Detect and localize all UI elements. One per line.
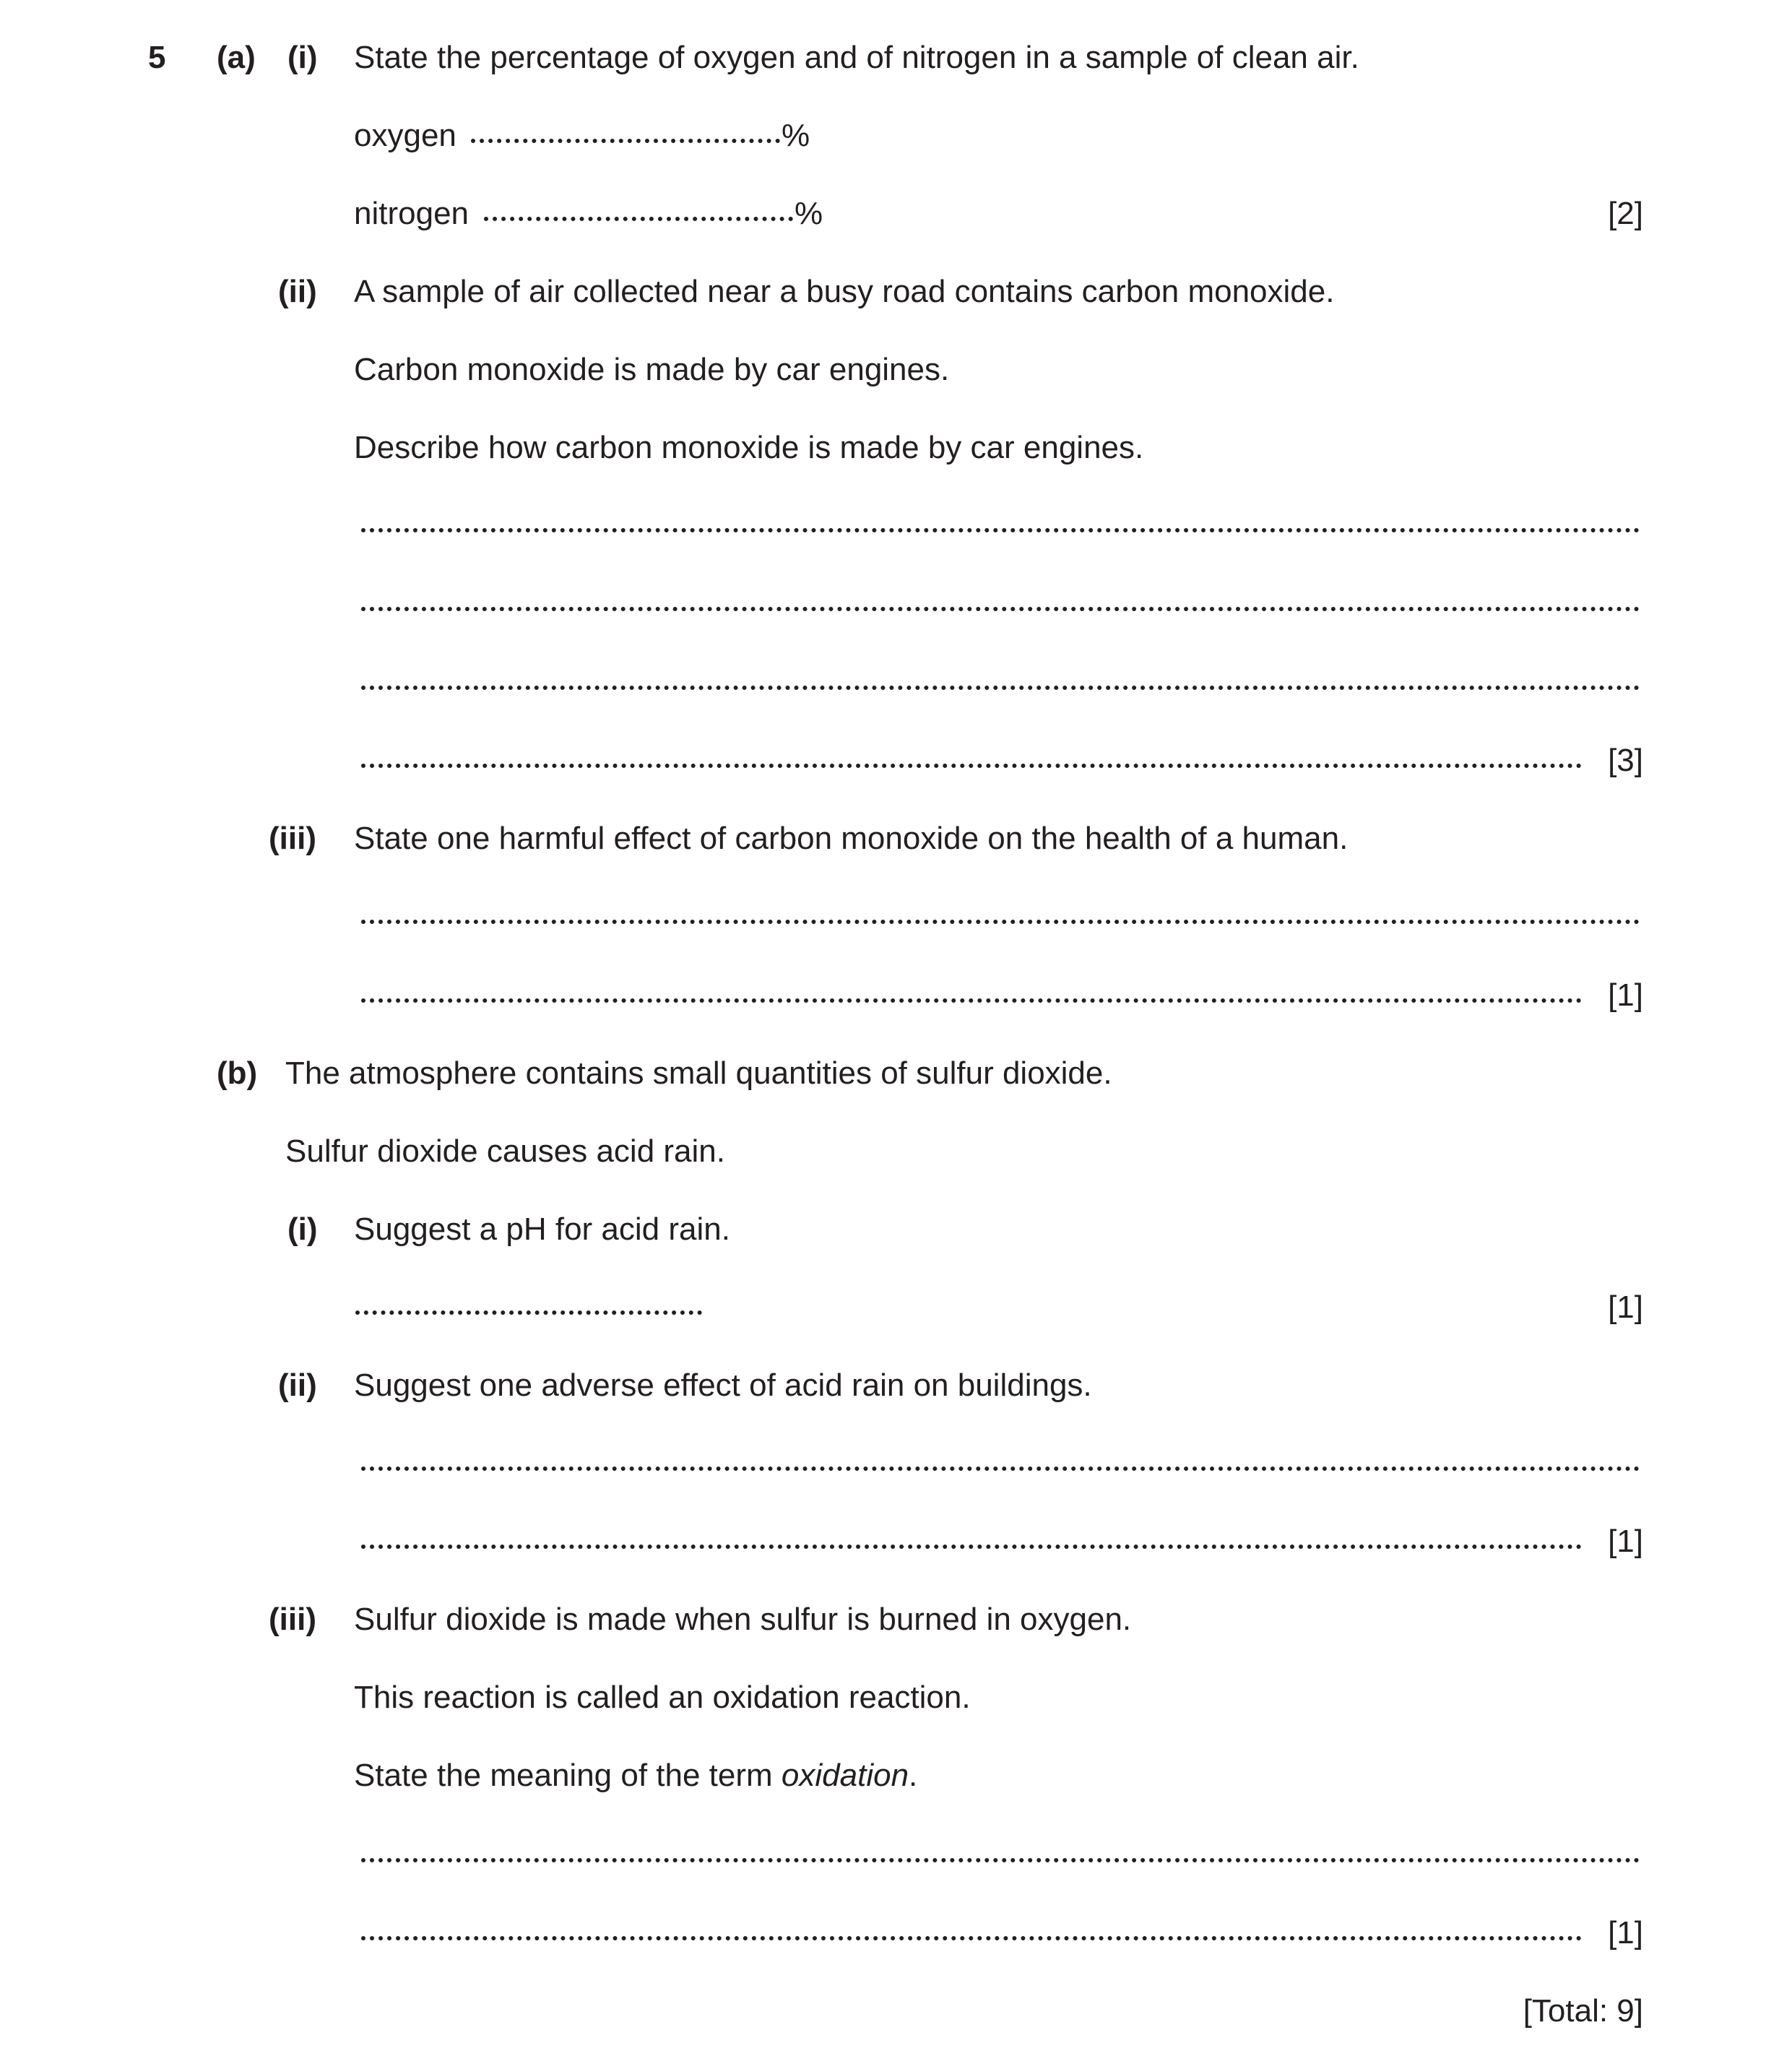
part-a-i-question: State the percentage of oxygen and of nitrogen in a sample of clean air.	[354, 40, 1359, 75]
part-b-iii-line1: Sulfur dioxide is made when sulfur is burned in oxygen.	[354, 1602, 1132, 1637]
nitrogen-unit: %	[795, 196, 823, 231]
total-marks: [Total: 9]	[1523, 1993, 1643, 2029]
part-a-ii-question: Describe how carbon monoxide is made by car engines.	[354, 430, 1144, 465]
part-a-label: (a)	[217, 40, 256, 75]
part-a-iii-label: (iii)	[269, 821, 316, 856]
part-a-i-label: (i)	[287, 40, 318, 75]
answer-line[interactable]	[361, 528, 1640, 532]
answer-line[interactable]	[361, 1467, 1640, 1471]
part-b-iii-label: (iii)	[269, 1602, 316, 1637]
answer-line[interactable]	[361, 1858, 1640, 1862]
answer-line[interactable]	[361, 607, 1640, 611]
part-b-iii-line2: This reaction is called an oxidation reaction.	[354, 1680, 971, 1715]
nitrogen-label: nitrogen	[354, 196, 469, 231]
part-b-label: (b)	[217, 1055, 258, 1091]
marks-b-i: [1]	[1608, 1290, 1643, 1325]
marks-b-ii: [1]	[1608, 1524, 1643, 1559]
question-number: 5	[148, 40, 166, 75]
answer-line[interactable]	[361, 686, 1640, 690]
marks-b-iii: [1]	[1608, 1915, 1643, 1951]
part-a-ii-line1: A sample of air collected near a busy road contains carbon monoxide.	[354, 274, 1335, 309]
answer-line[interactable]	[361, 920, 1640, 924]
answer-line[interactable]	[361, 1936, 1582, 1940]
marks-a-ii: [3]	[1608, 743, 1643, 778]
part-b-ii-question: Suggest one adverse effect of acid rain on buildings.	[354, 1368, 1092, 1403]
answer-line[interactable]	[361, 764, 1582, 768]
part-b-i-label: (i)	[287, 1211, 318, 1247]
part-b-ii-label: (ii)	[278, 1368, 317, 1403]
oxygen-unit: %	[782, 118, 810, 153]
marks-a-iii: [1]	[1608, 977, 1643, 1013]
part-b-line2: Sulfur dioxide causes acid rain.	[285, 1133, 725, 1169]
question-text: State the meaning of the term	[354, 1758, 782, 1793]
nitrogen-answer-line[interactable]	[484, 217, 793, 221]
oxygen-answer-line[interactable]	[471, 139, 780, 143]
part-a-ii-label: (ii)	[278, 274, 317, 309]
question-end: .	[909, 1758, 918, 1793]
answer-line[interactable]	[361, 998, 1582, 1003]
part-a-ii-line2: Carbon monoxide is made by car engines.	[354, 352, 950, 387]
oxygen-label: oxygen	[354, 118, 456, 153]
part-b-line1: The atmosphere contains small quantities of sulfur dioxide.	[285, 1055, 1112, 1091]
part-b-i-question: Suggest a pH for acid rain.	[354, 1211, 730, 1247]
part-b-iii-question	[354, 1760, 917, 1792]
marks-a-i: [2]	[1608, 196, 1643, 231]
ph-answer-line[interactable]	[355, 1310, 702, 1315]
part-a-iii-question: State one harmful effect of carbon monoxide on the health of a human.	[354, 821, 1349, 856]
oxidation-term: oxidation	[781, 1758, 909, 1793]
answer-line[interactable]	[361, 1545, 1582, 1549]
